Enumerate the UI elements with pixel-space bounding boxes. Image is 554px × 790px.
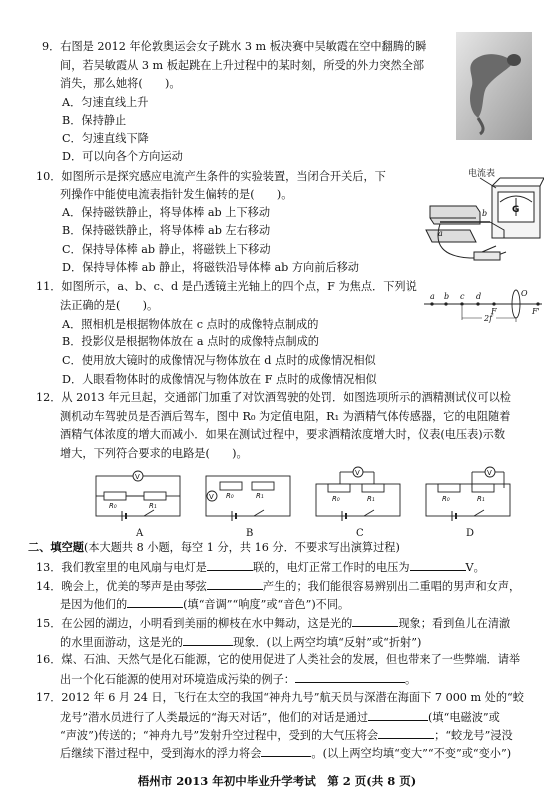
q14-line1 bbox=[36, 580, 520, 592]
circuit-options-figure bbox=[84, 464, 524, 540]
circuit-a-voltmeter: V bbox=[135, 473, 140, 481]
q17-text-e: 后继续下潜过程中，受到海水的浮力将会 bbox=[60, 747, 262, 761]
q17-blank-1[interactable] bbox=[368, 711, 428, 721]
q11-line1: 11．如图所示，a、b、c、d 是凸透镜主光轴上的四个点，F 为焦点．下列说 bbox=[36, 280, 417, 294]
lens-point-a: a bbox=[430, 292, 435, 301]
q14-text-c: 是因为他们的 bbox=[60, 598, 128, 612]
q10-option-d: D．保持导体棒 ab 静止，将磁铁沿导体棒 ab 方向前后移动 bbox=[62, 261, 359, 275]
q9-line3: 消失，那么她将( )。 bbox=[60, 77, 181, 91]
fig-point-a: a bbox=[438, 229, 443, 238]
q16-blank-1[interactable] bbox=[295, 673, 405, 683]
circuit-label-d: D bbox=[466, 528, 475, 539]
circuit-d bbox=[426, 467, 510, 521]
fig-galvanometer-g: G bbox=[512, 205, 520, 215]
q9-option-b: B．保持静止 bbox=[62, 113, 127, 127]
fig-ammeter-label: 电流表 bbox=[468, 169, 496, 179]
q14-text-b: 产生的；我们能很容易辨别出二重唱的男声和女声， bbox=[262, 579, 521, 593]
circuit-d-voltmeter: V bbox=[487, 469, 492, 477]
section2-note: (本大题共 8 小题，每空 1 分，共 16 分．不要求写出演算过程) bbox=[83, 541, 400, 555]
induction-apparatus-figure bbox=[420, 160, 544, 268]
q12-line3: 酒精气体浓度的增大而减小．如果在测试过程中，要求酒精浓度增大时，仪表(电压表)示数 bbox=[60, 427, 506, 441]
q10-line2: 列操作中能使电流表指针发生偏转的是( )。 bbox=[60, 187, 293, 201]
q16-text-a: 出一个化石能源的使用对环境造成污染的例子： bbox=[60, 673, 295, 687]
q14-line2 bbox=[60, 598, 349, 610]
q14-text-a: 14．晚会上，优美的琴声是由琴弦 bbox=[36, 579, 207, 593]
q15-text-d: 现象．(以上两空均填“反射”或“折射”) bbox=[233, 635, 422, 649]
q14-text-d: (填“音调”“响度”或“音色”)不同。 bbox=[183, 598, 350, 612]
lens-point-d: d bbox=[476, 292, 482, 301]
q11-option-b: B．投影仪是根据物体放在 a 点时的成像特点制成的 bbox=[62, 335, 319, 349]
q17-line2 bbox=[60, 711, 500, 723]
q15-line2 bbox=[60, 636, 421, 648]
circuit-d-r0: R₀ bbox=[442, 495, 450, 503]
q17-line1: 17．2012 年 6 月 24 日，飞行在太空的我国“神舟九号”航天员与深潜在海面下 7 000 m 处的“蛟 bbox=[36, 690, 524, 704]
lens-point-b: b bbox=[444, 292, 450, 301]
q14-blank-2[interactable] bbox=[127, 598, 183, 608]
q9-option-d: D．可以向各个方向运动 bbox=[62, 150, 183, 164]
page-footer: 梧州市 2013 年初中毕业升学考试 第 2 页(共 8 页) bbox=[137, 774, 417, 788]
q17-text-d: ；“蛟龙号”浸没 bbox=[434, 729, 513, 743]
q10-option-a: A．保持磁铁静止，将导体棒 ab 上下移动 bbox=[62, 206, 271, 220]
q17-text-c: “声波”)传送的；“神舟九号”发射升空过程中，受到的大气压将会 bbox=[60, 729, 379, 743]
q17-text-b: (填“电磁波”或 bbox=[428, 710, 500, 724]
q10-line1: 10．如图所示是探究感应电流产生条件的实验装置，当闭合开关后，下 bbox=[36, 169, 386, 183]
q10-option-c: C．保持导体棒 ab 静止，将磁铁上下移动 bbox=[62, 242, 271, 256]
diver-photo bbox=[456, 32, 532, 140]
circuit-b bbox=[206, 476, 290, 521]
q17-line4 bbox=[60, 747, 511, 759]
q11-line2: 法正确的是( )。 bbox=[60, 298, 159, 312]
q12-line1: 12．从 2013 年元旦起，交通部门加重了对饮酒驾驶的处罚．如图选项所示的酒精测试仪可以检 bbox=[36, 391, 511, 405]
lens-point-c: c bbox=[460, 292, 465, 301]
q12-line4: 增大，下列符合要求的电路是( )。 bbox=[60, 446, 248, 460]
q9-line2: 间，若吴敏霞从 3 m 板起跳在上升过程中的某时刻，所受的外力突然全部 bbox=[60, 58, 425, 72]
q15-blank-1[interactable] bbox=[352, 617, 398, 627]
section2-heading bbox=[28, 542, 400, 553]
q9-option-a: A．匀速直线上升 bbox=[62, 95, 149, 109]
circuit-c-r0: R₀ bbox=[332, 495, 340, 503]
fig-point-b: b bbox=[482, 209, 488, 218]
q17-line3 bbox=[60, 729, 513, 741]
q15-text-a: 15．在公园的湖边，小明看到美丽的柳枝在水中舞动，这是光的 bbox=[36, 617, 353, 631]
q11-option-a: A．照相机是根据物体放在 c 点时的成像特点制成的 bbox=[62, 317, 319, 331]
q16-text-b: 。 bbox=[404, 673, 417, 687]
q15-text-c: 的水里面游动，这是光的 bbox=[60, 635, 184, 649]
q13-text-a: 13．我们教室里的电风扇与电灯是 bbox=[36, 560, 207, 574]
circuit-label-b: B bbox=[246, 528, 254, 539]
circuit-c-r1: R₁ bbox=[367, 495, 375, 503]
q13-text-c: V。 bbox=[465, 560, 485, 574]
q9-option-c: C．匀速直线下降 bbox=[62, 132, 149, 146]
q13-blank-2[interactable] bbox=[410, 561, 466, 571]
lens-focus-f-prime: F' bbox=[532, 307, 540, 316]
q15-text-b: 现象；看到鱼儿在清澈 bbox=[398, 617, 511, 631]
q17-blank-2[interactable] bbox=[378, 729, 434, 739]
q10-option-b: B．保持磁铁静止，将导体棒 ab 左右移动 bbox=[62, 224, 271, 238]
circuit-a-r0: R₀ bbox=[109, 502, 117, 510]
q17-text-f: 。(以上两空均填“变大”“不变”或“变小”) bbox=[311, 747, 512, 761]
lens-two-f: 2f bbox=[484, 314, 493, 323]
q17-blank-3[interactable] bbox=[261, 747, 311, 757]
circuit-c-voltmeter: V bbox=[355, 469, 360, 477]
q15-blank-2[interactable] bbox=[183, 636, 233, 646]
q11-option-d: D．人眼看物体时的成像情况与物体放在 F 点时的成像情况相似 bbox=[62, 372, 377, 386]
q16-line1: 16．煤、石油、天然气是化石能源，它的使用促进了人类社会的发展，但也带来了一些弊端．请举 bbox=[36, 653, 521, 667]
q14-blank-1[interactable] bbox=[207, 580, 263, 590]
circuit-d-r1: R₁ bbox=[477, 495, 485, 503]
q13-text-b: 联的，电灯正常工作时的电压为 bbox=[252, 560, 410, 574]
q17-text-a: 龙号”潜水员进行了人类最远的“海天对话”，他们的对话是通过 bbox=[60, 710, 369, 724]
circuit-b-r1: R₁ bbox=[256, 492, 264, 500]
circuit-b-voltmeter: V bbox=[209, 493, 214, 501]
circuit-b-r0: R₀ bbox=[226, 492, 234, 500]
q15-line1 bbox=[36, 617, 510, 629]
circuit-label-c: C bbox=[356, 528, 364, 539]
lens-center-o: O bbox=[521, 289, 528, 298]
q9-line1: 9．右图是 2012 年伦敦奥运会女子跳水 3 m 板决赛中吴敏霞在空中翻腾的瞬 bbox=[42, 39, 427, 53]
q13-blank-1[interactable] bbox=[207, 561, 253, 571]
q13-line1 bbox=[36, 561, 485, 573]
lens-focus-f: F bbox=[491, 307, 497, 316]
circuit-a-r1: R₁ bbox=[149, 502, 157, 510]
q11-option-c: C．使用放大镜时的成像情况与物体放在 d 点时的成像情况相似 bbox=[62, 354, 376, 368]
q16-line2 bbox=[60, 673, 416, 685]
circuit-label-a: A bbox=[136, 528, 144, 539]
q12-line2: 测机动车驾驶员是否酒后驾车，图中 R₀ 为定值电阻，R₁ 为酒精气体传感器，它的电阻随着 bbox=[60, 410, 511, 424]
lens-figure bbox=[420, 286, 546, 332]
section2-title: 二、填空题 bbox=[28, 540, 84, 555]
